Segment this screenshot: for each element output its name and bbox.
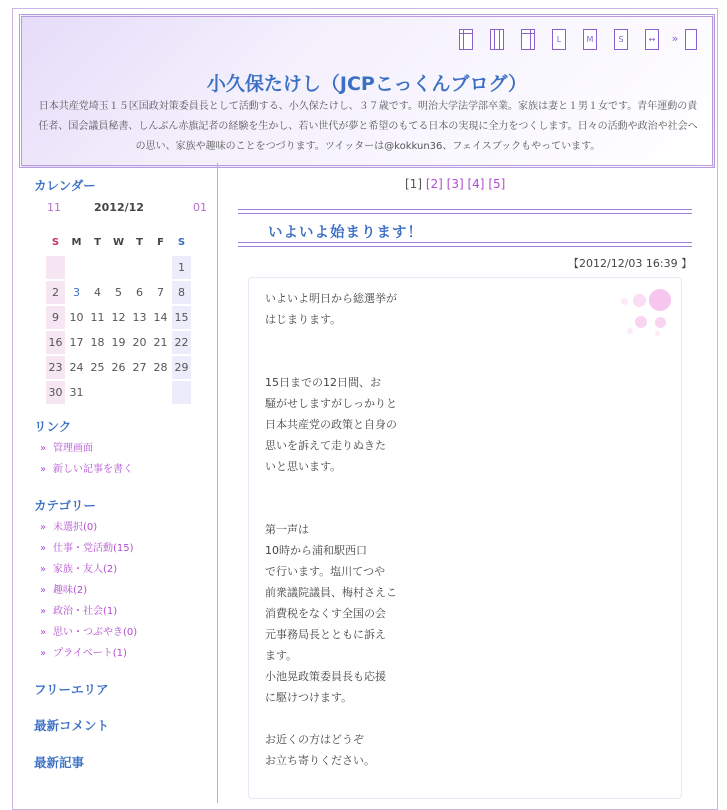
category-item[interactable]: » 趣味(2)	[53, 580, 137, 601]
entry-line: 騒がせしますがしっかりと	[265, 397, 397, 410]
calendar-day: 28	[153, 361, 168, 374]
layout-icon-2[interactable]	[481, 27, 512, 51]
entry-body	[265, 288, 397, 771]
entry-line: はじまります。	[265, 313, 342, 326]
entry-line: お立ち寄りください。	[265, 754, 375, 767]
calendar-day: 1	[172, 256, 191, 279]
calendar-prev-link[interactable]: 11	[47, 201, 61, 214]
entry-title[interactable]: いよいよ始まります！	[268, 225, 423, 241]
calendar-day: 26	[111, 361, 126, 374]
calendar-day: 31	[69, 386, 84, 399]
calendar-day	[46, 256, 65, 279]
page-link[interactable]: [3]	[446, 177, 464, 191]
categories-list	[53, 517, 137, 664]
calendar-day	[172, 381, 191, 404]
calendar-day: 30	[46, 381, 65, 404]
calendar-heading: カレンダー	[34, 178, 96, 193]
blog-description: 日本共産党埼玉１５区国政対策委員長として活動する、小久保たけし、３７歳です。明治大学法学部卒業。家族は妻と１男１女です。青年運動の責任者、国会議員秘書、しんぶん赤旗記者の経験を生かし、若い世代が夢と希望のもてる日本の実現に全力をつくします。日々の活動や政治や社会への思い、家族や趣味のことをつづります。ツイッターは@kokkun36、フェイスブックもやっています。	[38, 101, 698, 152]
calendar-day: 17	[69, 336, 84, 349]
decorative-dots-icon	[619, 284, 675, 336]
entry-line: いよいよ明日から総選挙が	[265, 292, 397, 305]
links-list	[53, 438, 133, 480]
calendar-day: 15	[172, 306, 191, 329]
entry-line: に駆けつけます。	[265, 691, 353, 704]
entry-line: 第一声は	[265, 523, 309, 536]
weekday-mon: M	[71, 237, 82, 248]
calendar-day	[67, 256, 86, 279]
font-small-icon: S	[614, 29, 628, 50]
recent-posts-heading: 最新記事	[34, 755, 85, 770]
calendar-day: 8	[172, 281, 191, 304]
calendar-day: 9	[46, 306, 65, 329]
calendar-day-link[interactable]: 3	[73, 286, 80, 299]
free-area-heading: フリーエリア	[34, 682, 109, 697]
font-size-small[interactable]	[605, 27, 636, 51]
layout-switcher	[450, 27, 698, 51]
recent-comments-heading: 最新コメント	[34, 718, 110, 733]
calendar-day: 23	[46, 356, 65, 379]
calendar-day: 20	[132, 336, 147, 349]
weekday-sun: S	[51, 237, 60, 248]
entry-line	[265, 708, 397, 729]
calendar-day	[130, 256, 149, 279]
entry-line: 日本共産党の政策と自身の	[265, 418, 397, 431]
entry-line	[265, 330, 397, 351]
link-admin[interactable]: » 管理画面	[53, 438, 133, 459]
calendar-next-link[interactable]: 01	[193, 201, 207, 214]
calendar-day: 11	[90, 311, 105, 324]
entry-line: 前衆議院議員、梅村さえこ	[265, 586, 397, 599]
entry-line: ます。	[265, 649, 298, 662]
calendar-day	[88, 381, 107, 404]
entry-date: 【2012/12/03 16:39 】	[568, 257, 693, 270]
link-new-post[interactable]: » 新しい記事を書く	[53, 459, 133, 480]
calendar-day: 24	[69, 361, 84, 374]
calendar-day: 4	[94, 286, 101, 299]
calendar-table	[44, 229, 193, 406]
category-item[interactable]: » 家族・友人(2)	[53, 559, 137, 580]
calendar-day: 7	[157, 286, 164, 299]
entry-line: 10時から浦和駅西口	[265, 544, 367, 557]
category-item[interactable]: » 政治・社会(1)	[53, 601, 137, 622]
width-toggle[interactable]	[636, 27, 667, 51]
categories-heading: カテゴリー	[34, 498, 97, 513]
calendar-day: 21	[153, 336, 168, 349]
entry-line: 小池晃政策委員長も応援	[265, 670, 386, 683]
layout-icon-3[interactable]	[512, 27, 543, 51]
category-item[interactable]: » プライベート(1)	[53, 643, 137, 664]
entry-line: お近くの方はどうぞ	[265, 733, 364, 746]
calendar-day	[151, 256, 170, 279]
entry-line: で行います。塩川てつや	[265, 565, 386, 578]
calendar-day: 25	[90, 361, 105, 374]
calendar-day: 19	[111, 336, 126, 349]
calendar-day: 13	[132, 311, 147, 324]
font-medium-icon: M	[583, 29, 597, 50]
weekday-wed: W	[112, 237, 125, 248]
calendar-day: 16	[46, 331, 65, 354]
category-item[interactable]: » 思い・つぶやき(0)	[53, 622, 137, 643]
page-link[interactable]: [2]	[425, 177, 443, 191]
layout-three-column-icon	[490, 29, 504, 50]
calendar-day	[130, 381, 149, 404]
sidebar	[19, 163, 218, 803]
calendar-day	[151, 381, 170, 404]
calendar-day: 18	[90, 336, 105, 349]
font-size-medium[interactable]	[574, 27, 605, 51]
entry-line: 思いを訴えて走りぬきた	[265, 439, 386, 452]
page-link-current: [1]	[405, 177, 422, 191]
chevron-right-icon: »	[671, 32, 679, 45]
links-heading: リンク	[34, 419, 72, 434]
weekday-sat: S	[177, 237, 186, 248]
entry-line	[265, 498, 397, 519]
entry-title-top-rule	[238, 209, 692, 214]
calendar-day: 10	[69, 311, 84, 324]
weekday-tue: T	[94, 237, 101, 248]
calendar-day: 14	[153, 311, 168, 324]
weekday-thu: T	[136, 237, 143, 248]
font-large-icon: L	[552, 29, 566, 50]
layout-right-icon	[521, 29, 535, 50]
page-link[interactable]: [5]	[488, 177, 506, 191]
panel-icon	[685, 29, 697, 50]
pagination	[405, 177, 505, 191]
calendar-month: 2012/12	[94, 201, 144, 214]
entry-line	[265, 351, 397, 372]
calendar-day	[88, 256, 107, 279]
page-link[interactable]: [4]	[467, 177, 485, 191]
calendar-day: 22	[172, 331, 191, 354]
entry-line: 元事務局長とともに訴え	[265, 628, 386, 641]
calendar-day: 2	[46, 281, 65, 304]
layout-left-icon	[459, 29, 473, 50]
entry-title-bottom-rule	[238, 242, 692, 247]
entry-line: 消費税をなくす全国の会	[265, 607, 386, 620]
calendar-day: 29	[172, 356, 191, 379]
sidebar-toggle[interactable]	[667, 27, 698, 51]
weekday-fri: F	[157, 237, 164, 248]
entry-line: いと思います。	[265, 460, 342, 473]
font-size-large[interactable]	[543, 27, 574, 51]
calendar-day	[109, 256, 128, 279]
layout-icon-1[interactable]	[450, 27, 481, 51]
blog-title[interactable]: 小久保たけし（JCPこっくんブログ）	[206, 73, 528, 95]
width-arrows-icon: ↔	[645, 29, 659, 50]
calendar-day: 5	[115, 286, 122, 299]
entry-body-box	[248, 277, 682, 799]
entry-line	[265, 477, 397, 498]
category-item[interactable]: » 未選択(0)	[53, 517, 137, 538]
calendar-day: 27	[132, 361, 147, 374]
calendar-day: 12	[111, 311, 126, 324]
blog-header	[19, 14, 715, 168]
calendar-day: 6	[136, 286, 143, 299]
entry-line: 15日までの12日間、お	[265, 376, 381, 389]
calendar-day	[109, 381, 128, 404]
category-item[interactable]: » 仕事・党活動(15)	[53, 538, 137, 559]
